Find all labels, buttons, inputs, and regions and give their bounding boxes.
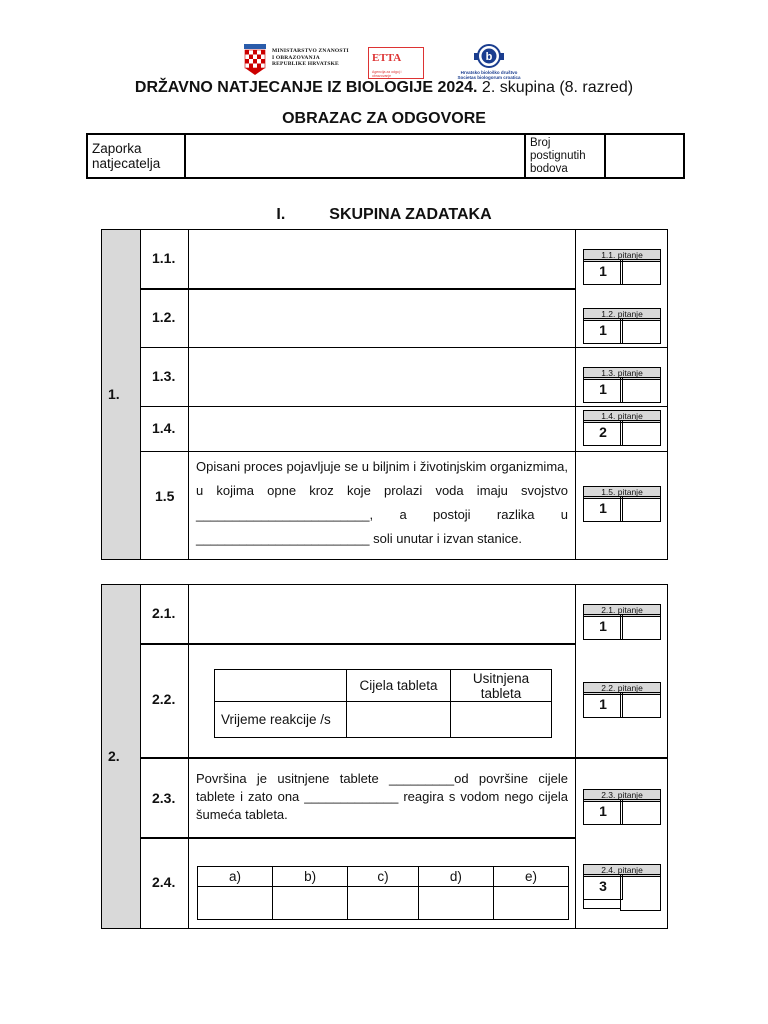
- score-box-2-2: [583, 682, 659, 715]
- score-earned-field[interactable]: [620, 377, 661, 403]
- question-2-3-text: Površina je usitnjene tablete _________od površine cijele tablete i zato ona _____________ reagira s vodom nego cijela šumeća tableta.: [196, 771, 568, 822]
- column-header-e: e): [493, 867, 568, 887]
- document-title: [0, 79, 768, 97]
- score-max-points: 1: [583, 614, 623, 640]
- score-box-2-3: [583, 789, 659, 822]
- question-label-1-1: 1.1.: [152, 250, 176, 266]
- form-subtitle: OBRAZAC ZA ODGOVORE: [282, 110, 486, 127]
- column-header-crushed-tablet: Usitnjena tableta: [451, 670, 552, 702]
- score-max-points: 2: [583, 420, 623, 446]
- password-label: Zaporka natjecatelja: [87, 134, 185, 178]
- score-label: 2.2. pitanje: [583, 682, 661, 695]
- section-number: I.: [276, 206, 286, 223]
- score-earned-field[interactable]: [620, 259, 661, 285]
- score-box-2-1: [583, 604, 659, 637]
- answer-cell-d[interactable]: [418, 887, 493, 920]
- question-label-2-1: 2.1.: [152, 605, 176, 621]
- score-earned-field[interactable]: [620, 692, 661, 718]
- cell-whole-tablet-time[interactable]: [347, 702, 451, 738]
- agency-logo-mark: ETTA: [372, 52, 402, 64]
- answer-field-2-1[interactable]: [189, 585, 575, 643]
- table-corner-cell: [215, 670, 347, 702]
- ministry-line: REPUBLIKE HRVATSKE: [272, 61, 339, 67]
- score-box-1-4: [583, 410, 659, 443]
- score-label: 1.4. pitanje: [583, 410, 661, 423]
- answer-cell-a[interactable]: [198, 887, 273, 920]
- column-header-c: c): [348, 867, 419, 887]
- croatian-coat-of-arms-icon: [242, 44, 268, 76]
- question-label-1-5: 1.5: [155, 488, 175, 504]
- section-heading: [0, 206, 768, 224]
- question-1-5-text: Opisani proces pojavljuje se u biljnim i životinjskim organizmima, u kojima opne kroz koje prolazi voda imaju svojstvo ________________________, a postoji razlika u ________________________ soli unutar i izvan stanice.: [196, 459, 568, 546]
- answers-abcde-table: [197, 866, 569, 920]
- score-box-2-4: [583, 864, 659, 897]
- score-earned-field[interactable]: [620, 799, 661, 825]
- column-header-b: b): [273, 867, 348, 887]
- question-label-1-3: 1.3.: [152, 368, 176, 384]
- biology-society-logo-icon: [474, 44, 504, 68]
- row-label-reaction-time: Vrijeme reakcije /s: [215, 702, 347, 738]
- score-max-points: 1: [583, 692, 623, 718]
- column-header-a: a): [198, 867, 273, 887]
- score-earned-field[interactable]: [620, 318, 661, 344]
- score-label: 1.2. pitanje: [583, 308, 661, 321]
- question-label-2-4: 2.4.: [152, 874, 176, 890]
- ministry-logo-text: [272, 48, 362, 68]
- password-table: [86, 133, 685, 179]
- title-bold: DRŽAVNO NATJECANJE IZ BIOLOGIJE 2024.: [134, 79, 478, 96]
- cell-crushed-tablet-time[interactable]: [451, 702, 552, 738]
- score-max-points: 1: [583, 377, 623, 403]
- answer-field-1-1[interactable]: [189, 230, 575, 288]
- question-label-2-3: 2.3.: [152, 790, 176, 806]
- password-field[interactable]: [185, 134, 525, 178]
- society-line: Hrvatsko biološko društvo: [460, 70, 518, 75]
- svg-text:b: b: [485, 51, 493, 63]
- title-rest: 2. skupina (8. razred): [477, 79, 634, 96]
- score-label: 1.5. pitanje: [583, 486, 661, 499]
- answer-cell-c[interactable]: [348, 887, 419, 920]
- score-earned-field[interactable]: [620, 614, 661, 640]
- score-box-1-2: [583, 308, 659, 341]
- score-max-points: 1: [583, 318, 623, 344]
- reaction-time-table: [214, 669, 552, 738]
- answer-field-1-3[interactable]: [189, 348, 575, 406]
- question-label-1-2: 1.2.: [152, 309, 176, 325]
- ministry-line: I OBRAZOVANJA: [272, 54, 320, 61]
- score-box-1-3: [583, 367, 659, 400]
- score-label: 2.3. pitanje: [583, 789, 661, 802]
- agency-logo-subtitle: Agencija za odgoj i obrazovanje: [372, 70, 402, 78]
- answer-cell-e[interactable]: [493, 887, 568, 920]
- points-label: Broj postignutih bodova: [525, 134, 605, 178]
- score-max-points: 1: [583, 799, 623, 825]
- column-header-whole-tablet: Cijela tableta: [347, 670, 451, 702]
- society-line: Societas biologorum croatica: [457, 75, 521, 80]
- score-label: 2.1. pitanje: [583, 604, 661, 617]
- answer-field-1-2[interactable]: [189, 290, 575, 347]
- score-label: 1.3. pitanje: [583, 367, 661, 380]
- group-2-number: 2.: [108, 748, 120, 764]
- column-header-d: d): [418, 867, 493, 887]
- question-label-1-4: 1.4.: [152, 420, 176, 436]
- score-max-points: 3: [583, 874, 623, 900]
- score-label: 2.4. pitanje: [583, 864, 661, 877]
- score-earned-field[interactable]: [620, 420, 661, 446]
- section-title: SKUPINA ZADATAKA: [329, 206, 492, 223]
- answer-cell-b[interactable]: [273, 887, 348, 920]
- score-earned-field[interactable]: [620, 874, 661, 911]
- score-label: 1.1. pitanje: [583, 249, 661, 262]
- score-earned-field[interactable]: [620, 496, 661, 522]
- score-max-points: 1: [583, 496, 623, 522]
- score-max-points: 1: [583, 259, 623, 285]
- points-field[interactable]: [605, 134, 684, 178]
- score-box-1-5: [583, 486, 659, 519]
- score-box-1-1: [583, 249, 659, 282]
- group-1-number: 1.: [108, 386, 120, 402]
- question-label-2-2: 2.2.: [152, 691, 176, 707]
- ministry-line: MINISTARSTVO ZNANOSTI: [272, 48, 349, 54]
- answer-field-1-4[interactable]: [189, 407, 575, 451]
